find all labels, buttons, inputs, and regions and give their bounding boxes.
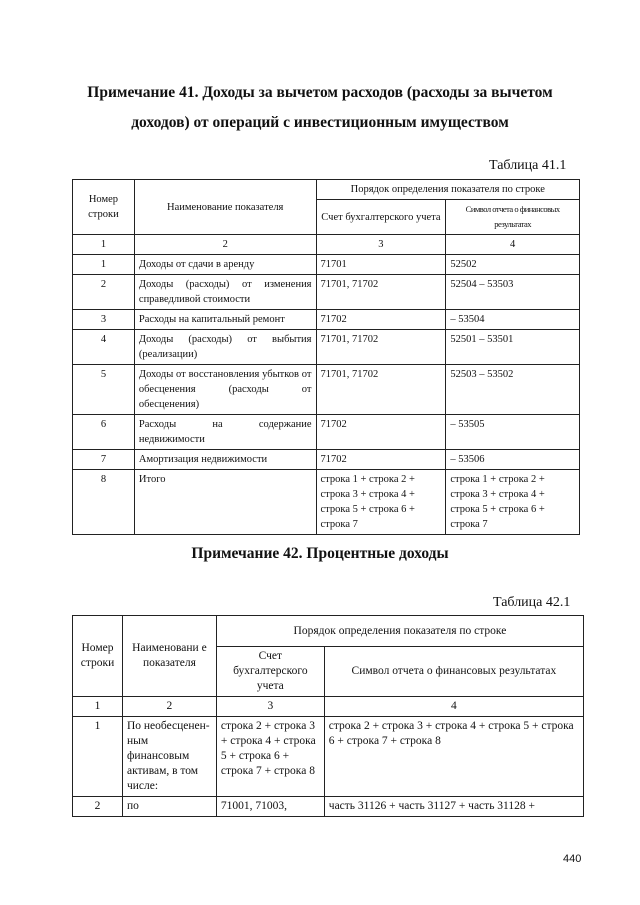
row-number: 1 (73, 255, 135, 275)
row-symbol: часть 31126 + часть 31127 + часть 31128 + (324, 797, 583, 817)
table-row (73, 365, 580, 415)
row-account: 71701, 71702 (316, 365, 446, 415)
header-row-number: Номер строки (73, 616, 123, 697)
header-indicator-name: Наименование показателя (134, 180, 316, 235)
header-order: Порядок определения показателя по строке (316, 180, 579, 200)
row-symbol: – 53505 (446, 415, 580, 450)
table-row (73, 470, 580, 535)
row-number: 1 (73, 717, 123, 797)
row-account: 71701, 71702 (316, 330, 446, 365)
row-symbol: 52504 – 53503 (446, 275, 580, 310)
row-symbol: строка 2 + строка 3 + строка 4 + строка 5 + строка 6 + строка 7 + строка 8 (324, 717, 583, 797)
col-number: 4 (324, 697, 583, 717)
table-row (73, 255, 580, 275)
col-number: 1 (73, 235, 135, 255)
row-name: Доходы от сдачи в аренду (134, 255, 316, 275)
header-account: Счет бухгалтерского учета (316, 200, 446, 235)
header-indicator-name: Наименовани е показателя (122, 616, 216, 697)
row-symbol: – 53506 (446, 450, 580, 470)
page-number: 440 (563, 853, 582, 865)
row-number: 5 (73, 365, 135, 415)
header-account: Счет бухгалтерского учета (216, 647, 324, 697)
row-number: 4 (73, 330, 135, 365)
row-symbol: строка 1 + строка 2 + строка 3 + строка 4 + строка 5 + строка 6 + строка 7 (446, 470, 580, 535)
row-account: 71702 (316, 415, 446, 450)
row-number: 2 (73, 797, 123, 817)
table-42-caption: Таблица 42.1 (493, 595, 571, 610)
note-41-title-line2: доходов) от операций с инвестиционным имуществом (131, 114, 509, 131)
note-41-title-line1: Примечание 41. Доходы за вычетом расходов (расходы за вычетом (87, 84, 553, 101)
row-account: 71001, 71003, (216, 797, 324, 817)
row-name: Амортизация недвижимости (134, 450, 316, 470)
header-symbol: Символ отчета о финансовых результатах (324, 647, 583, 697)
col-number: 3 (316, 235, 446, 255)
row-number: 3 (73, 310, 135, 330)
row-name: Расходы на содержание недвижимости (134, 415, 316, 450)
table-row (73, 415, 580, 450)
table-row (73, 450, 580, 470)
header-row-number: Номер строки (73, 180, 135, 235)
table-row (73, 717, 584, 797)
row-number: 7 (73, 450, 135, 470)
row-symbol: 52501 – 53501 (446, 330, 580, 365)
table-row (73, 797, 584, 817)
col-number: 3 (216, 697, 324, 717)
row-symbol: – 53504 (446, 310, 580, 330)
row-name: Итого (134, 470, 316, 535)
row-name: Доходы (расходы) от изменения справедливой стоимости (134, 275, 316, 310)
header-symbol: Символ отчета о финансовых результатах (446, 200, 580, 235)
table-row (73, 330, 580, 365)
note-42-title: Примечание 42. Процентные доходы (191, 545, 449, 562)
row-name: Доходы (расходы) от выбытия (реализации) (134, 330, 316, 365)
col-number: 2 (122, 697, 216, 717)
table-42-1 (72, 615, 584, 817)
row-account: 71702 (316, 450, 446, 470)
row-account: 71701 (316, 255, 446, 275)
table-41-1 (72, 179, 580, 535)
row-name: Расходы на капитальный ремонт (134, 310, 316, 330)
col-number: 2 (134, 235, 316, 255)
table-row (73, 275, 580, 310)
row-number: 6 (73, 415, 135, 450)
table-41-caption: Таблица 41.1 (489, 158, 567, 173)
col-number: 1 (73, 697, 123, 717)
row-account: 71702 (316, 310, 446, 330)
col-number: 4 (446, 235, 580, 255)
row-number: 2 (73, 275, 135, 310)
row-name: По необесценен-ным финансовым активам, в том числе: (122, 717, 216, 797)
header-order: Порядок определения показателя по строке (216, 616, 583, 647)
row-symbol: 52502 (446, 255, 580, 275)
row-number: 8 (73, 470, 135, 535)
row-symbol: 52503 – 53502 (446, 365, 580, 415)
row-name: по (122, 797, 216, 817)
row-name: Доходы от восстановления убытков от обесценения (расходы от обесценения) (134, 365, 316, 415)
row-account: 71701, 71702 (316, 275, 446, 310)
table-row (73, 310, 580, 330)
row-account: строка 2 + строка 3 + строка 4 + строка 5 + строка 6 + строка 7 + строка 8 (216, 717, 324, 797)
row-account: строка 1 + строка 2 + строка 3 + строка 4 + строка 5 + строка 6 + строка 7 (316, 470, 446, 535)
